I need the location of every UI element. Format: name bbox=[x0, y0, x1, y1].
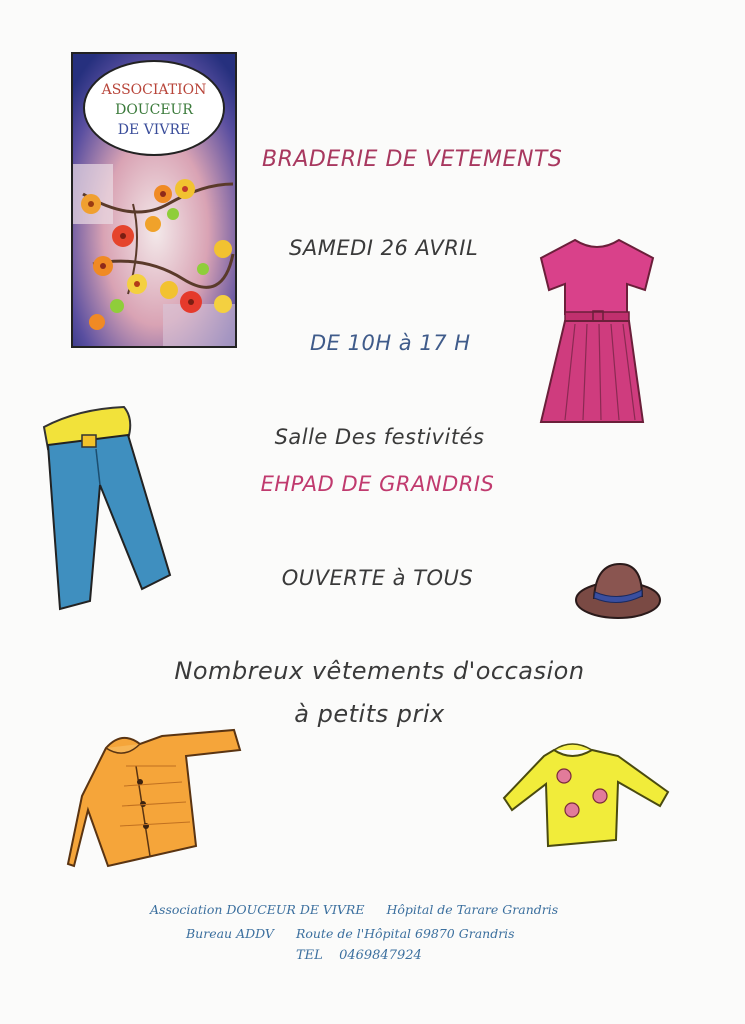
jeans-illustration bbox=[38, 405, 176, 615]
association-logo bbox=[71, 52, 237, 348]
footer-organization: Association DOUCEUR DE VIVRE bbox=[150, 902, 365, 917]
footer-phone-number: 0469847924 bbox=[339, 948, 422, 963]
footer-line2 bbox=[186, 926, 515, 941]
jacket-illustration bbox=[66, 726, 246, 876]
logo-oval bbox=[83, 60, 225, 156]
event-place: EHPAD DE GRANDRIS bbox=[260, 472, 495, 496]
event-description-line2: à petits prix bbox=[294, 700, 445, 728]
event-title: BRADERIE DE VETEMENTS bbox=[262, 147, 563, 172]
event-date: SAMEDI 26 AVRIL bbox=[289, 236, 479, 260]
sweater-illustration bbox=[500, 736, 678, 850]
footer-hospital: Hôpital de Tarare Grandris bbox=[386, 902, 559, 917]
logo-text-line2: DOUCEUR bbox=[115, 102, 193, 118]
logo-text-line3: DE VIVRE bbox=[117, 122, 191, 138]
logo-text-line1: ASSOCIATION bbox=[101, 82, 207, 98]
footer-office: Bureau ADDV bbox=[186, 926, 274, 941]
event-access: OUVERTE à TOUS bbox=[281, 566, 474, 590]
footer-line1 bbox=[150, 902, 558, 917]
hat-illustration bbox=[574, 558, 662, 624]
event-description-line1: Nombreux vêtements d'occasion bbox=[174, 657, 585, 685]
dress-illustration bbox=[535, 232, 660, 432]
footer-address: Route de l'Hôpital 69870 Grandris bbox=[295, 926, 515, 941]
footer-phone-label: TEL bbox=[296, 948, 323, 963]
event-venue: Salle Des festivités bbox=[274, 425, 485, 449]
footer-phone bbox=[296, 948, 422, 963]
event-hours: DE 10H à 17 H bbox=[310, 331, 471, 355]
